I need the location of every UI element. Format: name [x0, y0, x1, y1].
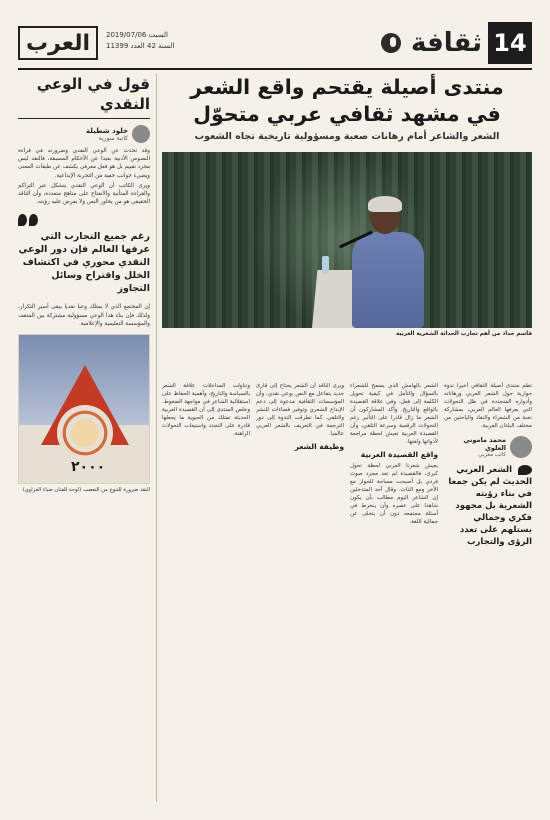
main-article	[162, 74, 532, 802]
author-name: محمد ماموني العلوي	[463, 436, 506, 452]
article-subhead: واقع القصيدة العربية	[360, 450, 438, 459]
article-columns	[162, 382, 532, 802]
pullquote-text: رغم جميع التجارب التي عرفها العالم فإن دور الوعي النقدي محوري في اكتشاف الخلل واقتراح وسائل التجاوز	[18, 231, 150, 295]
sidebar-column	[18, 74, 150, 802]
issue-number: السنة 42 العدد 11399	[106, 42, 175, 50]
painting-caption: النقد ضرورة للتنوع من التعصب (لوحة للفنان ضياء العزاوي)	[22, 487, 150, 494]
article-paragraph: يعيش شعرنا العربي لحظة تحول كبرى، فالقصيدة لم تعد مجرد صوت فردي بل أصبحت مساحة للحوار مع الآخر ومع الذات. وقال أحد المتدخلين إن الشاعر اليوم مطالب بأن يكون شاهدا على عصره وأن ينخرط في أسئلة مجتمعه دون أن يتخلى عن جمالية اللغة.	[350, 463, 438, 525]
article-column-4	[162, 382, 250, 802]
section-quote-icon	[381, 33, 401, 53]
sidebar-paragraph: وقد تحدث عن الوعي النقدي وضرورته في قراءة النصوص الأدبية بعيدا عن الأحكام المسبقة، فالنقد ليس مجرد تقييم بل هو فعل معرفي يكشف عن طبقات المعنى ويضيء جوانب خفية من التجربة الإبداعية.	[18, 148, 150, 179]
article-title-line-1: منتدى أصيلة يقتحم واقع الشعر	[190, 75, 504, 99]
sidebar-paragraph: إن المجتمع الذي لا يمتلك وعيا نقديا يبقى أسير التكرار، ولذلك فإن بناء هذا الوعي مسؤولية مشتركة بين المثقف والمؤسسة التعليمية والإعلامية.	[18, 304, 150, 327]
painting-image	[18, 334, 150, 484]
newspaper-logo: العرب	[18, 26, 98, 60]
issue-date: السبت 2019/07/06	[106, 31, 168, 39]
sidebar-byline	[18, 125, 150, 143]
sidebar-body-continued	[18, 303, 150, 328]
article-photo	[162, 152, 532, 328]
article-subhead: وظيفة الشعر	[294, 442, 344, 451]
article-lead: نظم منتدى أصيلة الثقافي أخيرا ندوة حوارية حول الشعر العربي ورهاناته وأدواره المتجددة في ظل التحولات التي يعرفها العالم العربي، بمشاركة نخبة من الشعراء والنقاد والباحثين من مختلف البلدان العربية.	[444, 383, 532, 429]
column-divider	[156, 74, 157, 802]
sidebar-author-name: خلود شطيلة	[86, 126, 128, 135]
article-paragraph: الشعر بالهامش الذي يسمح للشعراء بالسؤال والتأمل في كيفية تحويل الكلمة إلى فعل، وفي علاقة القصيدة بالواقع والتاريخ. وأكد المشاركون أن الشعر ما زال قادرا على التأثير رغم التحولات الرقمية وسرعة التلقي، وأن القصيدة العربية تعيش لحظة مراجعة لأدواتها ولغتها.	[350, 383, 438, 445]
article-column-2	[350, 382, 438, 802]
sidebar-title: قول في الوعي النقدي	[18, 74, 150, 119]
sidebar-author-avatar	[132, 125, 150, 143]
author-avatar	[510, 436, 532, 458]
article-highlight	[444, 464, 532, 548]
author-role: كاتب مغربي	[478, 452, 506, 458]
dateline	[106, 30, 174, 52]
sidebar-paragraph: ويرى الكاتب أن الوعي النقدي يتشكل عبر التراكم والقراءة المتأنية والانفتاح على مناهج متعددة، وأن الناقد الحقيقي هو من يحاور النص ولا يفرض عليه رؤيته.	[18, 182, 150, 206]
highlight-text: الشعر العربي الحديث لم يكن جمعا في بناء رؤيته الشعرية بل مجهود فكري وجمالي يستلهم على تعدد الرؤى والتجارب	[448, 465, 532, 547]
page-number: 14	[488, 22, 532, 64]
sidebar-pullquote	[18, 214, 150, 295]
article-title-line-2: في مشهد ثقافي عربي متحوّل	[193, 102, 501, 126]
article-paragraph: وتناولت المداخلات علاقة الشعر بالسياسة والتاريخ، وأهمية الحفاظ على استقلالية الشاعر في مواجهة الضغوط. وخلص المنتدى إلى أن القصيدة العربية الحديثة تمتلك من الحيوية ما يجعلها قادرة على التجدد واستيعاب التحولات الراهنة.	[162, 383, 250, 437]
painting-signature: ٢٠٠٠	[71, 459, 106, 476]
masthead-rule	[18, 68, 532, 70]
article-subtitle: الشعر والشاعر أمام رهانات صعبة ومسؤولية تاريخية تجاه الشعوب	[194, 131, 500, 142]
quote-icon	[18, 214, 40, 230]
article-column-1	[444, 382, 532, 802]
sidebar-body	[18, 147, 150, 206]
masthead	[18, 22, 532, 64]
article-author	[444, 436, 532, 458]
quote-icon	[518, 465, 532, 475]
section-name: ثقافة	[410, 28, 482, 58]
photo-caption: قاسم حداد من أهم تجارب الحداثة الشعرية العربية	[395, 331, 532, 337]
section-header	[381, 22, 532, 64]
article-paragraph: ويرى الناقد أن الشعر يحتاج إلى قارئ جديد يتفاعل مع النص بوعي نقدي، وأن المؤسسات الثقافية مدعوة إلى دعم الإبداع الشعري وتوفير فضاءات للنشر والتلقي. كما تطرقت الندوة إلى دور الترجمة في التعريف بالشعر العربي عالميا.	[256, 383, 344, 437]
article-title	[162, 74, 532, 128]
sidebar-author-role: كاتبة سورية	[98, 134, 128, 142]
article-column-3	[256, 382, 344, 802]
